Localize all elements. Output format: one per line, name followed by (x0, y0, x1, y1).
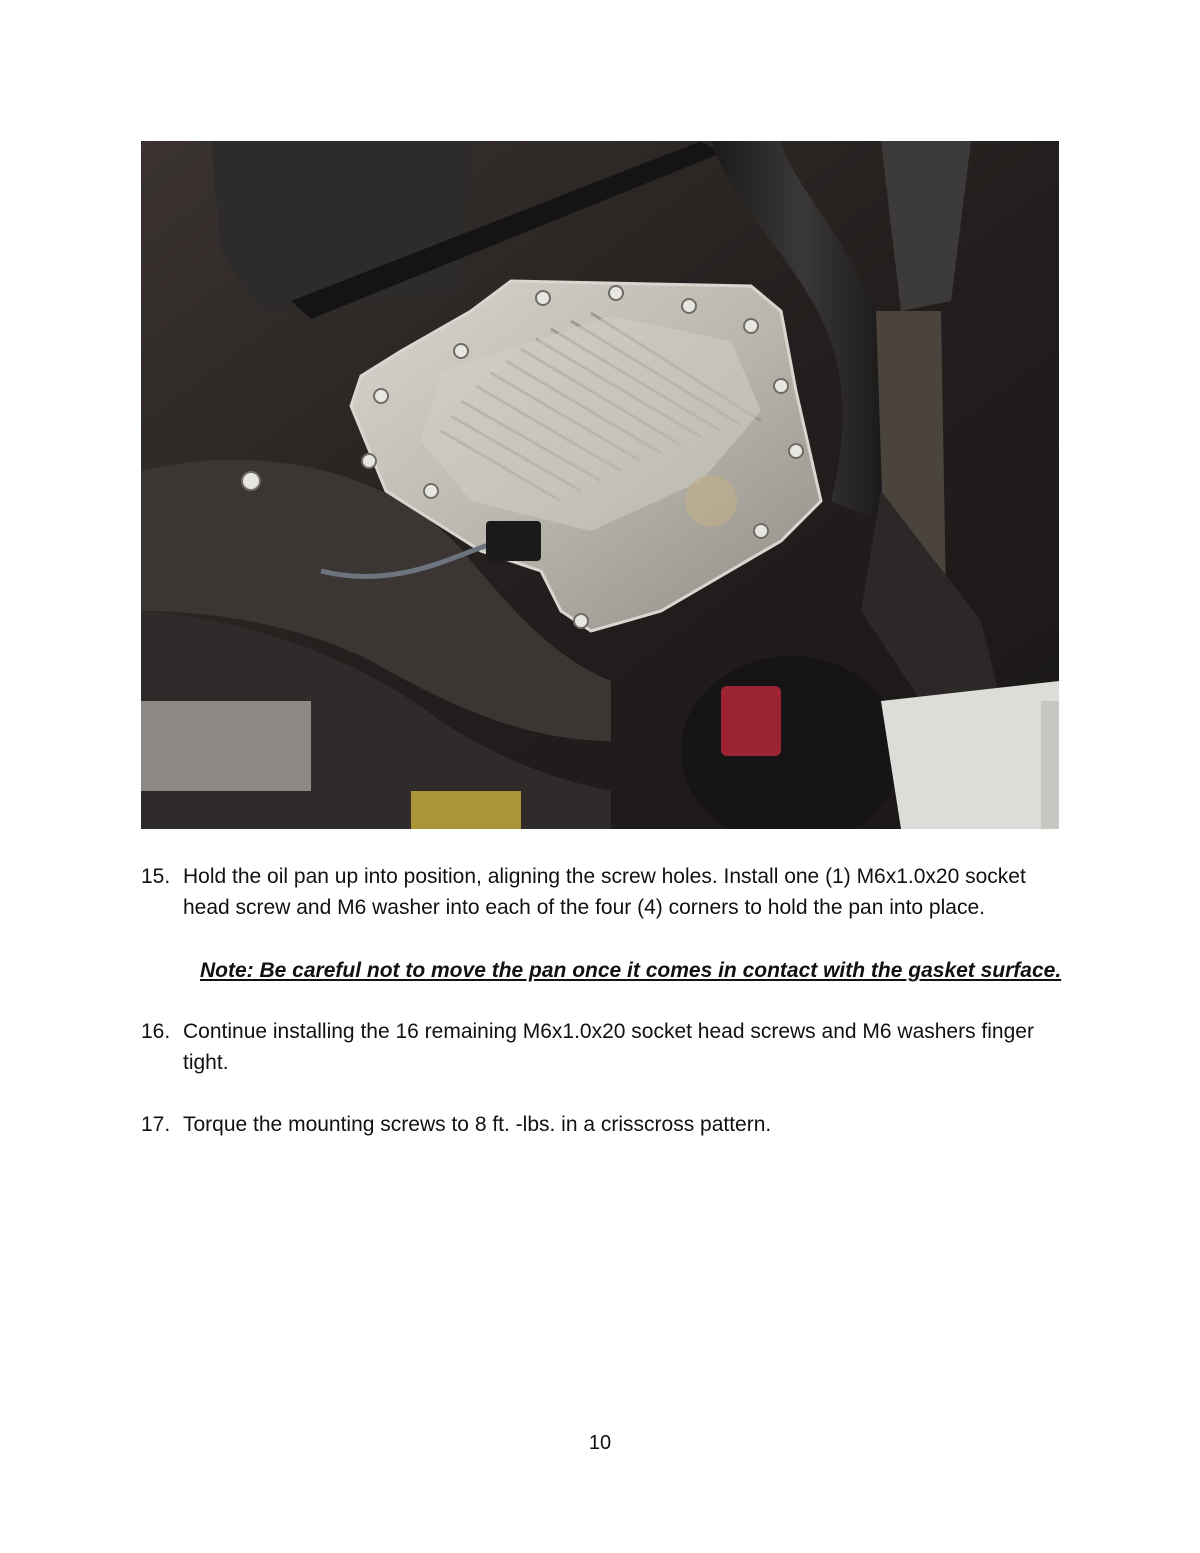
step-number: 17. (141, 1113, 171, 1136)
oil-pan-photo (141, 141, 1059, 829)
step-text: Hold the oil pan up into position, aligning the screw holes. Install one (1) M6x1.0x20 socket head screw and M6 washer into each of the four (4) corners to hold the pan into place. (183, 865, 1026, 919)
step-17 (141, 1109, 1071, 1140)
step-16 (141, 1016, 1071, 1078)
step-number: 16. (141, 1020, 171, 1043)
step-number: 15. (141, 865, 171, 888)
caution-note: Note: Be careful not to move the pan once it comes in contact with the gasket surface. (200, 959, 1062, 982)
step-15 (141, 861, 1071, 923)
oil-pan-photo-illustration (141, 141, 1059, 829)
step-text: Continue installing the 16 remaining M6x1.0x20 socket head screws and M6 washers finger tight. (183, 1020, 1034, 1074)
step-text: Torque the mounting screws to 8 ft. -lbs. in a crisscross pattern. (183, 1113, 772, 1136)
page-number: 10 (588, 1432, 612, 1454)
